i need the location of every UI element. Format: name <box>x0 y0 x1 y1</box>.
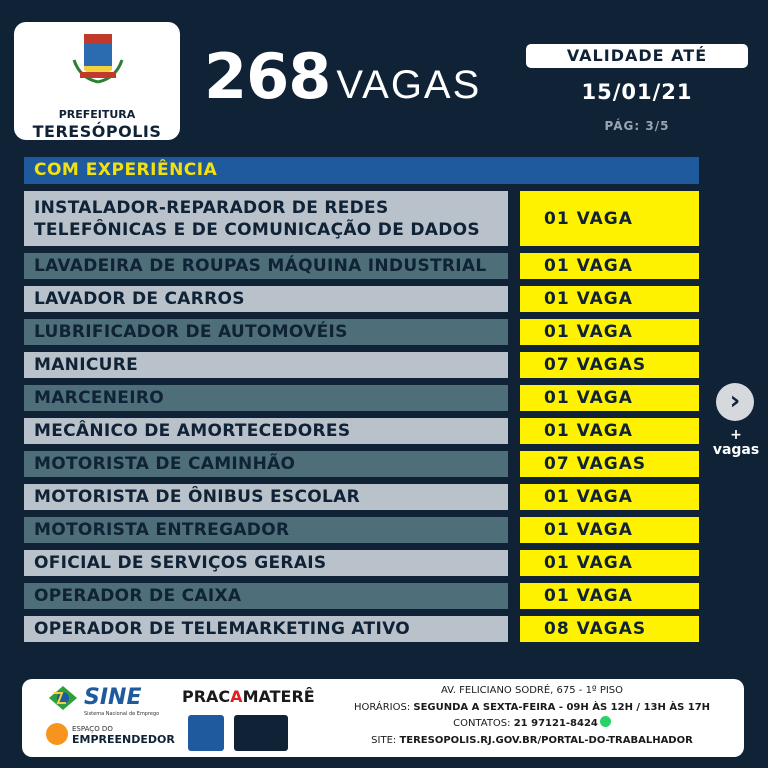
job-quantity: 01 VAGA <box>520 517 699 543</box>
job-quantity: 01 VAGA <box>520 484 699 510</box>
job-title: OFICIAL DE SERVIÇOS GERAIS <box>24 550 508 576</box>
job-quantity: 01 VAGA <box>520 319 699 345</box>
job-title: MOTORISTA ENTREGADOR <box>24 517 508 543</box>
job-row <box>24 616 699 642</box>
job-row <box>24 517 699 543</box>
vacancy-count: 268 <box>204 40 331 113</box>
job-row <box>24 385 699 411</box>
job-quantity: 01 VAGA <box>520 550 699 576</box>
job-quantity: 01 VAGA <box>520 253 699 279</box>
job-title: OPERADOR DE CAIXA <box>24 583 508 609</box>
job-row <box>24 451 699 477</box>
address: AV. FELICIANO SODRÉ, 675 - 1º PISO <box>440 685 624 696</box>
footer: SINE Sistema Nacional de Emprego ESPAÇO DO EMPREENDEDOR PRACAMATERÊ AV. FELICIANO SODRÉ, 675 - 1º PISO HORÁRIOS: SEGUNDA A SEXTA-FEIRA - 09H ÀS 12H / 13H ÀS 17H CONTATOS: 21 97121-8424 SITE: TERESOPOLIS.RJ.GOV.BR/PORTAL-DO-TRABALHADOR <box>22 679 744 757</box>
contacts: CONTATOS: 21 97121-8424 <box>322 716 742 733</box>
job-title: MECÂNICO DE AMORTECEDORES <box>24 418 508 444</box>
job-title: OPERADOR DE TELEMARKETING ATIVO <box>24 616 508 642</box>
job-title: MOTORISTA DE CAMINHÃO <box>24 451 508 477</box>
job-quantity: 01 VAGA <box>520 385 699 411</box>
job-title: LUBRIFICADOR DE AUTOMOVÉIS <box>24 319 508 345</box>
validity-badge: VALIDADE ATÉ <box>526 44 748 68</box>
job-row <box>24 319 699 345</box>
job-row <box>24 418 699 444</box>
job-list <box>24 191 699 649</box>
job-title: LAVADOR DE CARROS <box>24 286 508 312</box>
job-title: MOTORISTA DE ÔNIBUS ESCOLAR <box>24 484 508 510</box>
job-title: MARCENEIRO <box>24 385 508 411</box>
section-header: COM EXPERIÊNCIA <box>24 157 699 184</box>
job-row <box>24 286 699 312</box>
job-row <box>24 583 699 609</box>
job-quantity: 01 VAGA <box>520 286 699 312</box>
vacancy-word: VAGAS <box>336 63 482 107</box>
partner-badge-icon <box>188 715 224 751</box>
job-title: INSTALADOR-REPARADOR DE REDES TELEFÔNICAS E DE COMUNICAÇÃO DE DADOS <box>24 191 508 246</box>
page-indicator: PÁG: 3/5 <box>604 119 670 133</box>
job-row <box>24 484 699 510</box>
job-quantity: 01 VAGA <box>520 191 699 246</box>
job-quantity: 07 VAGAS <box>520 352 699 378</box>
brazil-flag-icon <box>48 685 78 711</box>
contact-info <box>322 683 742 749</box>
job-quantity: 07 VAGAS <box>520 451 699 477</box>
hours: HORÁRIOS: SEGUNDA A SEXTA-FEIRA - 09H ÀS 12H / 13H ÀS 17H <box>353 701 711 713</box>
job-quantity: 01 VAGA <box>520 583 699 609</box>
more-vacancies-label[interactable]: + vagas <box>712 427 760 458</box>
site: SITE: TERESOPOLIS.RJ.GOV.BR/PORTAL-DO-TRABALHADOR <box>371 734 693 746</box>
coat-of-arms-icon <box>70 30 126 86</box>
logo-prefeitura: PREFEITURA <box>58 108 136 121</box>
gear-icon <box>46 723 68 745</box>
validity-date: 15/01/21 <box>581 80 693 104</box>
job-title: MANICURE <box>24 352 508 378</box>
headline <box>204 40 481 113</box>
pracamatere-logo: PRACAMATERÊ <box>182 687 315 706</box>
whatsapp-icon <box>600 716 611 727</box>
job-title: LAVADEIRA DE ROUPAS MÁQUINA INDUSTRIAL <box>24 253 508 279</box>
job-quantity: 08 VAGAS <box>520 616 699 642</box>
chevron-right-icon: › <box>729 386 741 416</box>
job-row <box>24 352 699 378</box>
teresopolis-badge-icon <box>234 715 288 751</box>
job-row <box>24 253 699 279</box>
job-row <box>24 550 699 576</box>
logo-card <box>14 22 180 140</box>
logo-city-name: TERESÓPOLIS <box>32 122 162 141</box>
job-quantity: 01 VAGA <box>520 418 699 444</box>
job-row <box>24 191 699 246</box>
next-page-button[interactable] <box>716 383 754 421</box>
